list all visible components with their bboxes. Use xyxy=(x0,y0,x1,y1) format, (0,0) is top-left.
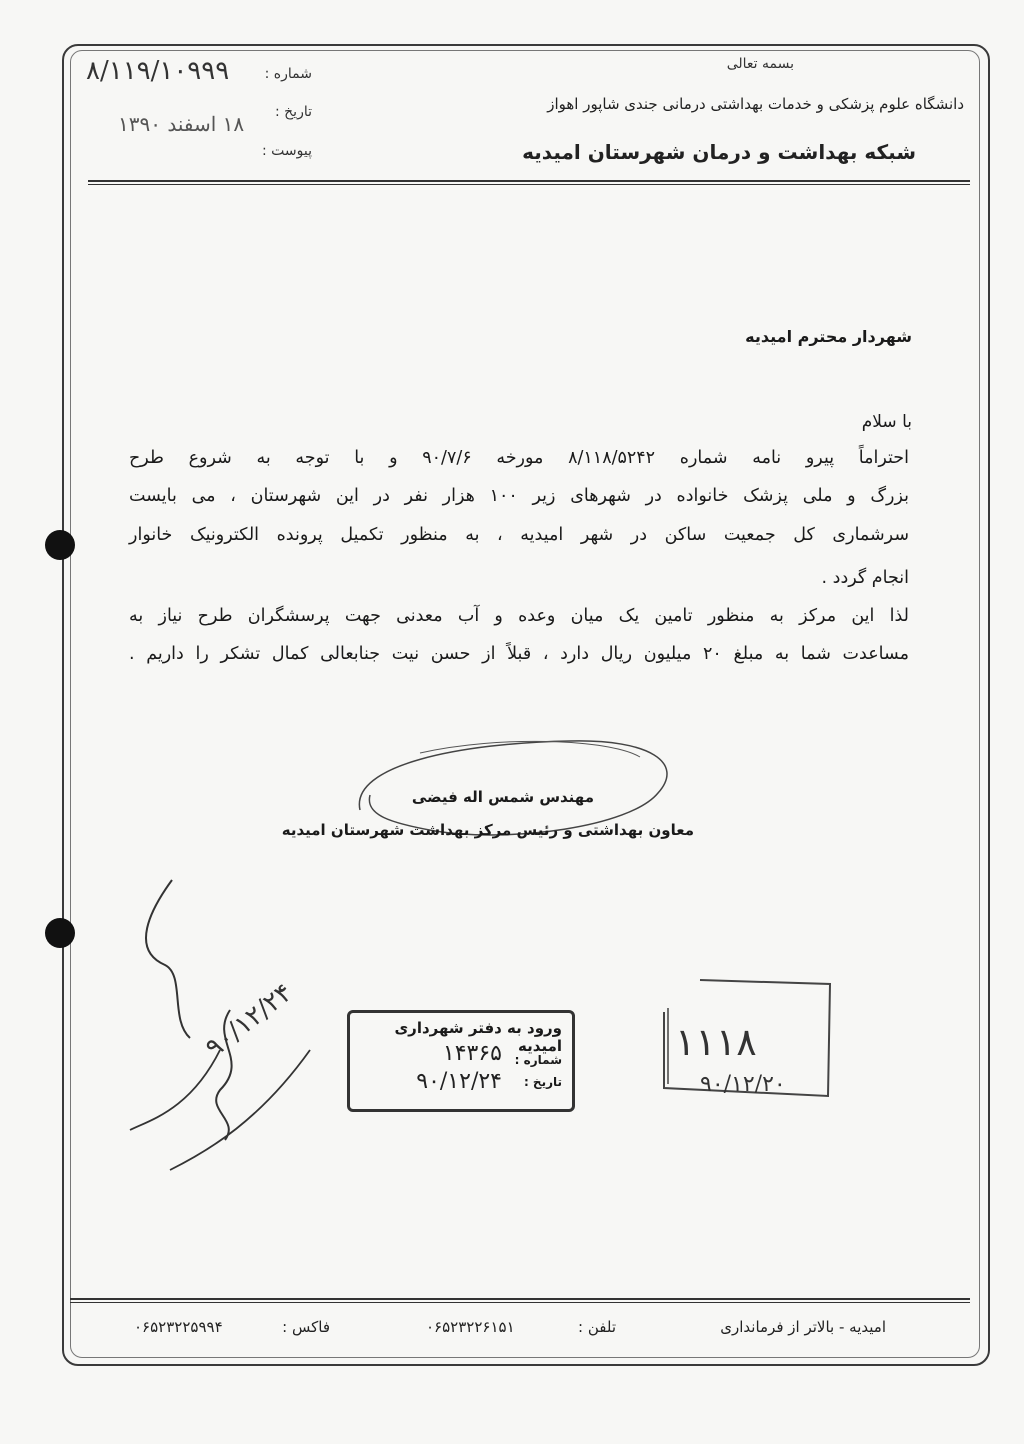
stamp-date-label: تاریخ : xyxy=(523,1075,562,1089)
stamp-title: ورود به دفتر شهرداری امیدیه xyxy=(394,1019,562,1055)
body-line: سرشماری کل جمعیت ساکن در شهر امیدیه ، به منظور تکمیل پرونده الکترونیک خانوار xyxy=(129,525,909,545)
date-label: تاریخ : xyxy=(274,104,312,120)
greeting: با سلام xyxy=(861,412,912,432)
header-divider xyxy=(88,180,970,182)
signer-title: معاون بهداشتی و رئیس مرکز بهداشت شهرستان امیدیه xyxy=(281,821,694,839)
signer-name: مهندس شمس اله فیضی xyxy=(411,788,594,806)
phone-number: ۰۶۵۲۳۲۲۶۱۵۱ xyxy=(426,1318,515,1336)
margin-note-date: ۹۰/۱۲/۲۴ xyxy=(200,977,299,1064)
secondary-stamp-number: ۱۱۱۸ xyxy=(675,1020,757,1064)
body-line: بزرگ و ملی پزشک خانواده در شهرهای زیر ۱۰۰ هزار نفر در این شهرستان ، می بایست xyxy=(129,486,909,506)
footer-address: امیدیه - بالاتر از فرمانداری xyxy=(720,1318,886,1336)
letter-date: ۱۸ اسفند ۱۳۹۰ xyxy=(118,112,245,136)
footer-divider-thin xyxy=(70,1302,970,1303)
stamp-number: ۱۴۳۶۵ xyxy=(442,1041,502,1066)
stamp-number-label: شماره : xyxy=(514,1053,562,1067)
attachment-label: پیوست : xyxy=(262,143,312,159)
network-name: شبکه بهداشت و درمان شهرستان امیدیه xyxy=(522,140,916,164)
body-line: احتراماً پیرو نامه شماره ۸/۱۱۸/۵۲۴۲ مورخه ۹۰/۷/۶ و با توجه به شروع طرح xyxy=(129,448,909,468)
punch-hole xyxy=(45,530,75,560)
header-divider-thin xyxy=(88,184,970,185)
recipient: شهردار محترم امیدیه xyxy=(745,327,912,346)
letter-number: ۸/۱۱۹/۱۰۹۹۹ xyxy=(86,56,230,86)
body-line: لذا این مرکز به منظور تامین یک میان وعده و آب معدنی جهت پرسشگران طرح نیاز به xyxy=(129,606,909,626)
stamp-date: ۹۰/۱۲/۲۴ xyxy=(416,1069,502,1094)
entry-stamp xyxy=(347,1010,575,1112)
phone-label: تلفن : xyxy=(578,1318,616,1336)
number-label: شماره : xyxy=(264,66,312,82)
footer-divider xyxy=(70,1298,970,1300)
fax-number: ۰۶۵۲۳۲۲۵۹۹۴ xyxy=(134,1318,223,1336)
fax-label: فاکس : xyxy=(282,1318,330,1336)
bismillah: بسمه تعالی xyxy=(726,56,794,72)
body-line: مساعدت شما به مبلغ ۲۰ میلیون ریال دارد ، قبلاً از حسن نیت جنابعالی کمال تشکر را داریم . xyxy=(129,644,909,664)
body-line: انجام گردد . xyxy=(821,568,909,588)
punch-hole xyxy=(45,918,75,948)
university-name: دانشگاه علوم پزشکی و خدمات بهداشتی درمانی جندی شاپور اهواز xyxy=(547,95,964,113)
secondary-stamp-date: ۹۰/۱۲/۲۰ xyxy=(700,1072,786,1097)
